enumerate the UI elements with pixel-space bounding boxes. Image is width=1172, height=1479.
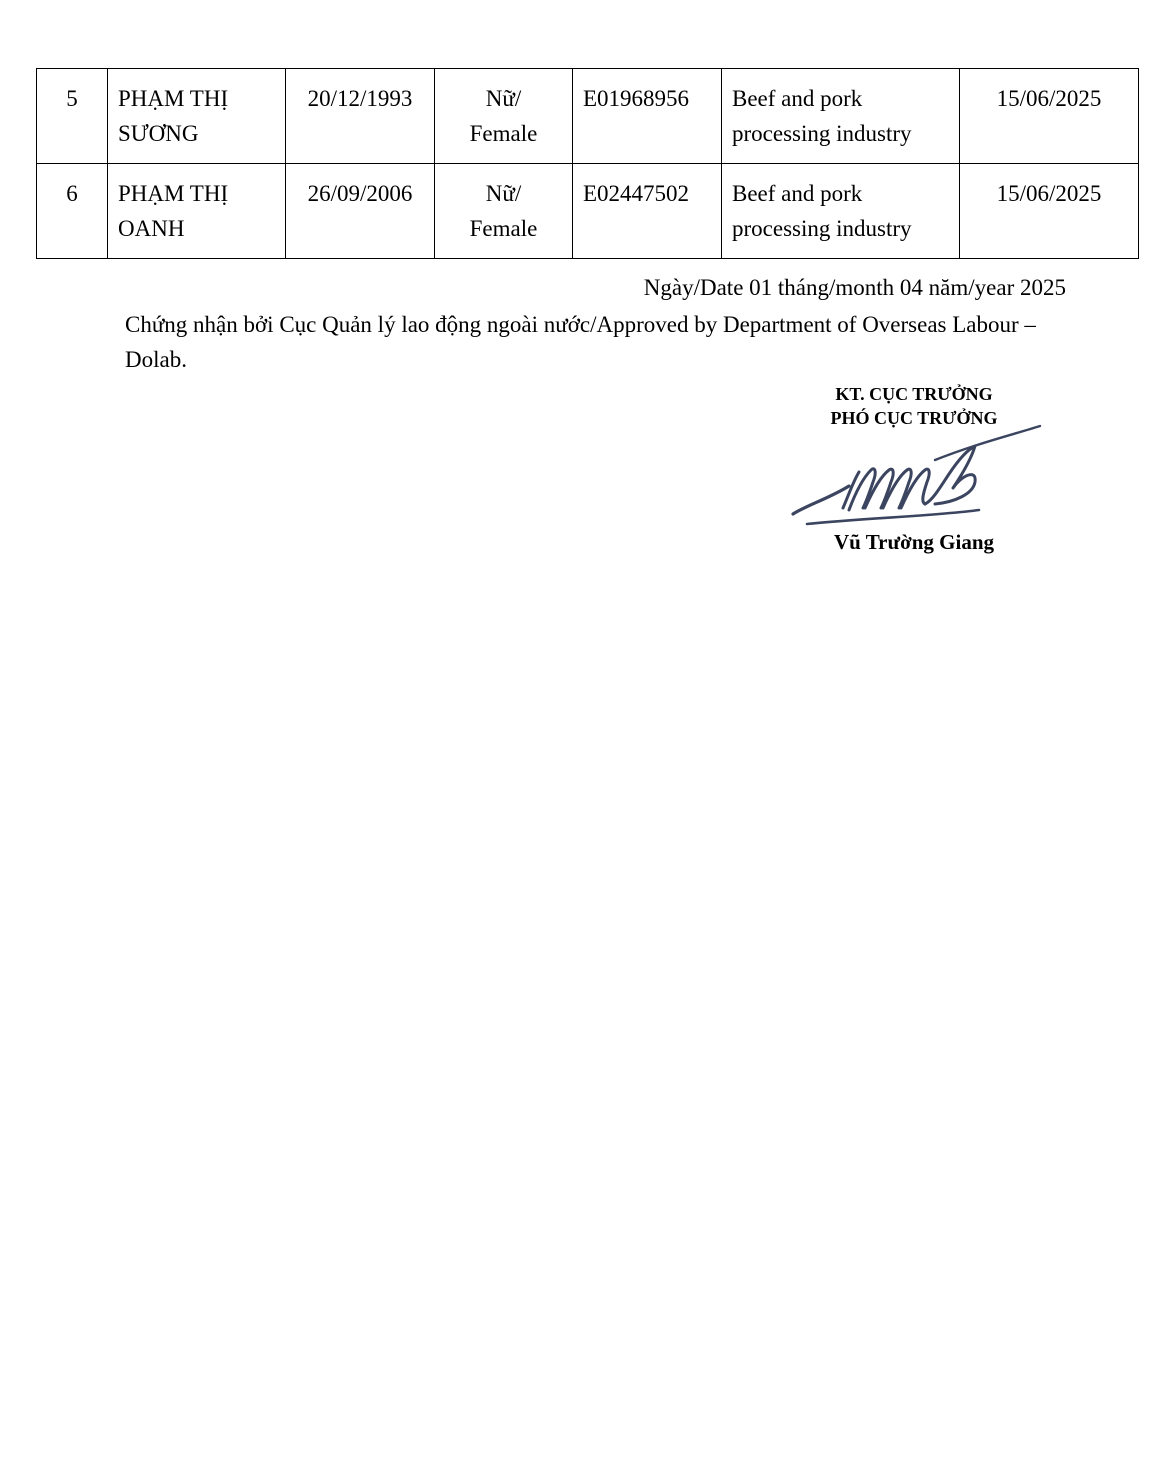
worker-name-cell — [108, 69, 286, 164]
occupation-cell — [722, 164, 960, 259]
gender-line: Nữ/ — [485, 181, 522, 206]
document-date: Ngày/Date 01 tháng/month 04 năm/year 2025 — [643, 275, 1066, 300]
passport-number: E01968956 — [583, 86, 690, 111]
row-number: 6 — [66, 181, 78, 206]
passport-number: E02447502 — [583, 181, 690, 206]
gender-line: Female — [469, 121, 538, 146]
table-row — [37, 164, 1139, 259]
gender-line: Female — [469, 216, 538, 241]
worker-name-cell — [108, 164, 286, 259]
worker-name-line: PHẠM THỊ — [118, 181, 229, 206]
handwritten-signature — [785, 420, 1050, 532]
approval-statement: Chứng nhận bởi Cục Quản lý lao động ngoài nước/Approved by Department of Overseas Labour – Dolab. — [125, 312, 1036, 372]
date-cell — [960, 164, 1139, 259]
occupation-line: Beef and pork — [732, 181, 863, 206]
worker-name-line: SƯƠNG — [118, 121, 199, 146]
workers-table — [36, 68, 1139, 259]
row-number-cell — [37, 69, 108, 164]
occupation-line: Beef and pork — [732, 86, 863, 111]
passport-cell — [573, 69, 722, 164]
gender-cell — [435, 69, 573, 164]
date-cell — [960, 69, 1139, 164]
date-of-birth: 20/12/1993 — [307, 86, 413, 111]
date-of-birth: 26/09/2006 — [307, 181, 413, 206]
signer-title-secondary: PHÓ CỤC TRƯỞNG — [830, 408, 998, 428]
row-number: 5 — [66, 86, 78, 111]
table-row — [37, 69, 1139, 164]
row-number-cell — [37, 164, 108, 259]
row-date: 15/06/2025 — [996, 181, 1102, 206]
passport-cell — [573, 164, 722, 259]
row-date: 15/06/2025 — [996, 86, 1102, 111]
gender-line: Nữ/ — [485, 86, 522, 111]
signer-name: Vũ Trường Giang — [834, 530, 994, 554]
gender-cell — [435, 164, 573, 259]
occupation-cell — [722, 69, 960, 164]
date-of-birth-cell — [286, 69, 435, 164]
signer-title-primary: KT. CỤC TRƯỞNG — [835, 384, 993, 404]
worker-name-line: OANH — [118, 216, 185, 241]
occupation-line: processing industry — [732, 121, 912, 146]
occupation-line: processing industry — [732, 216, 912, 241]
date-of-birth-cell — [286, 164, 435, 259]
worker-name-line: PHẠM THỊ — [118, 86, 229, 111]
